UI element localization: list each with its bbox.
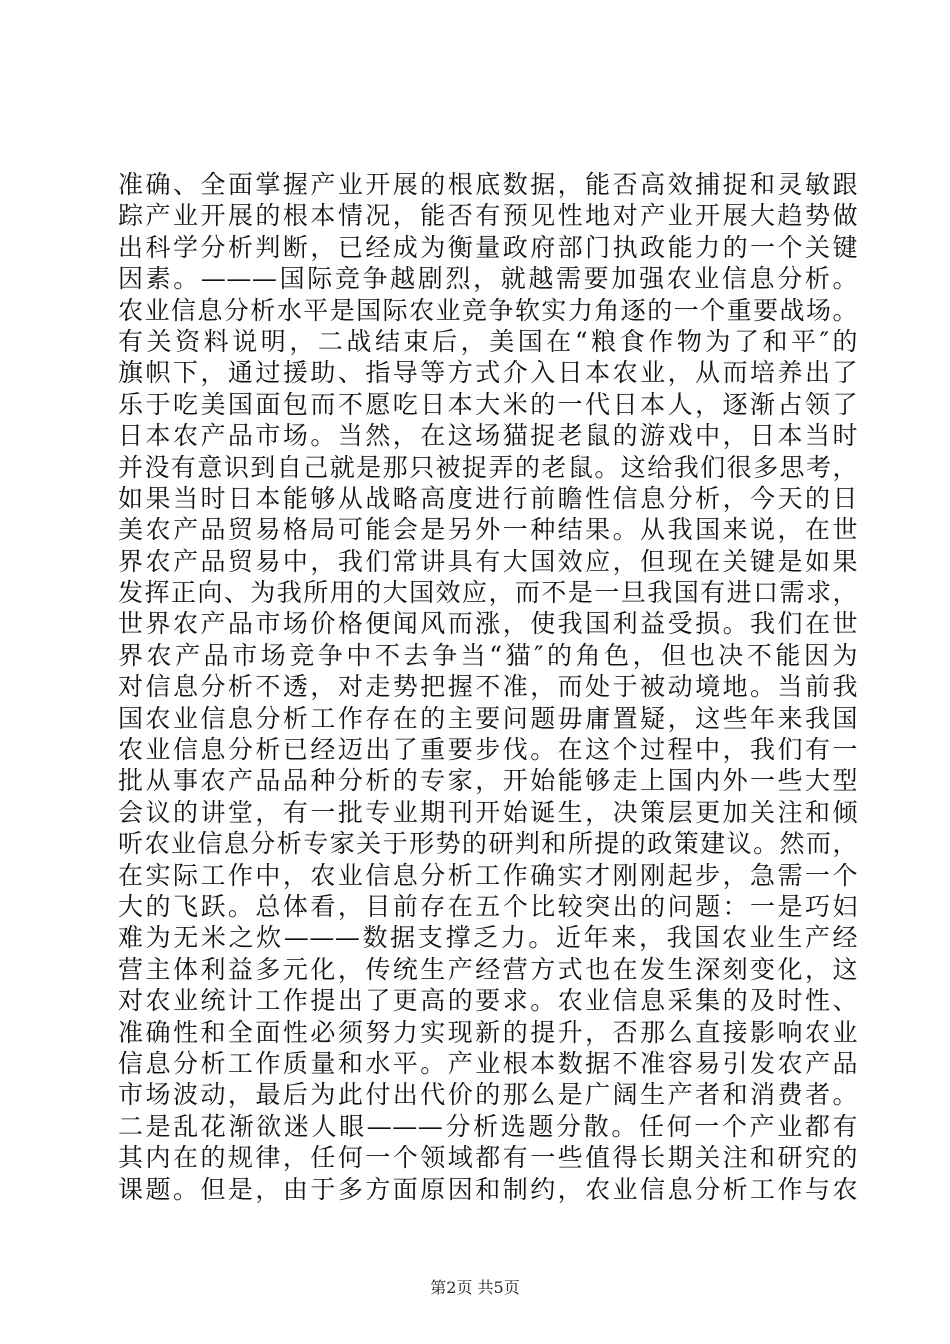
page-footer: 第2页 共5页 (430, 1278, 520, 1297)
text-line: 课题。但是，由于多方面原因和制约，农业信息分析工作与农 (118, 1174, 858, 1204)
text-line: 准确性和全面性必须努力实现新的提升，否那么直接影响农业 (118, 1017, 858, 1047)
text-line: 如果当时日本能够从战略高度进行前瞻性信息分析，今天的日 (118, 483, 858, 513)
body-text (118, 169, 858, 1205)
text-line: 其内在的规律，任何一个领域都有一些值得长期关注和研究的 (118, 1143, 858, 1173)
text-line: 对信息分析不透，对走势把握不准，而处于被动境地。当前我 (118, 672, 858, 702)
text-line: 会议的讲堂，有一批专业期刊开始诞生，决策层更加关注和倾 (118, 797, 858, 827)
text-line: 农业信息分析已经迈出了重要步伐。在这个过程中，我们有一 (118, 735, 858, 765)
text-line: 在实际工作中，农业信息分析工作确实才刚刚起步，急需一个 (118, 860, 858, 890)
text-line: 界农产品贸易中，我们常讲具有大国效应，但现在关键是如果 (118, 546, 858, 576)
text-line: 世界农产品市场价格便闻风而涨，使我国利益受损。我们在世 (118, 609, 858, 639)
text-line: 界农产品市场竞争中不去争当“猫″的角色，但也决不能因为 (118, 640, 858, 670)
text-line: 发挥正向、为我所用的大国效应，而不是一旦我国有进口需求， (118, 578, 858, 608)
text-line: 准确、全面掌握产业开展的根底数据，能否高效捕捉和灵敏跟 (118, 170, 858, 199)
text-line: 营主体利益多元化，传统生产经营方式也在发生深刻变化，这 (118, 954, 858, 984)
text-line: 乐于吃美国面包而不愿吃日本大米的一代日本人，逐渐占领了 (118, 389, 858, 419)
text-line: 美农产品贸易格局可能会是另外一种结果。从我国来说，在世 (118, 515, 858, 545)
text-line: 二是乱花渐欲迷人眼———分析选题分散。任何一个产业都有 (118, 1111, 858, 1141)
text-line: 听农业信息分析专家关于形势的研判和所提的政策建议。然而， (118, 829, 858, 859)
text-line: 并没有意识到自己就是那只被捉弄的老鼠。这给我们很多思考， (118, 452, 858, 482)
text-line: 难为无米之炊———数据支撑乏力。近年来，我国农业生产经 (118, 923, 858, 953)
text-line: 市场波动，最后为此付出代价的那么是广阔生产者和消费者。 (118, 1080, 858, 1110)
text-line: 对农业统计工作提出了更高的要求。农业信息采集的及时性、 (118, 986, 858, 1016)
text-line: 国农业信息分析工作存在的主要问题毋庸置疑，这些年来我国 (118, 703, 858, 733)
text-line: 大的飞跃。总体看，目前存在五个比较突出的问题：一是巧妇 (118, 891, 858, 921)
text-line: 有关资料说明，二战结束后，美国在“粮食作物为了和平″的 (118, 326, 858, 356)
text-line: 信息分析工作质量和水平。产业根本数据不准容易引发农产品 (118, 1048, 858, 1078)
text-line: 批从事农产品品种分析的专家，开始能够走上国内外一些大型 (118, 766, 858, 796)
text-line: 踪产业开展的根本情况，能否有预见性地对产业开展大趋势做 (118, 201, 858, 231)
text-line: 出科学分析判断，已经成为衡量政府部门执政能力的一个关键 (118, 232, 858, 262)
text-line: 旗帜下，通过援助、指导等方式介入日本农业，从而培养出了 (118, 358, 858, 388)
text-line: 日本农产品市场。当然，在这场猫捉老鼠的游戏中，日本当时 (118, 421, 858, 451)
text-line: 农业信息分析水平是国际农业竞争软实力角逐的一个重要战场。 (118, 295, 858, 325)
text-line: 因素。———国际竞争越剧烈，就越需要加强农业信息分析。 (118, 264, 858, 294)
